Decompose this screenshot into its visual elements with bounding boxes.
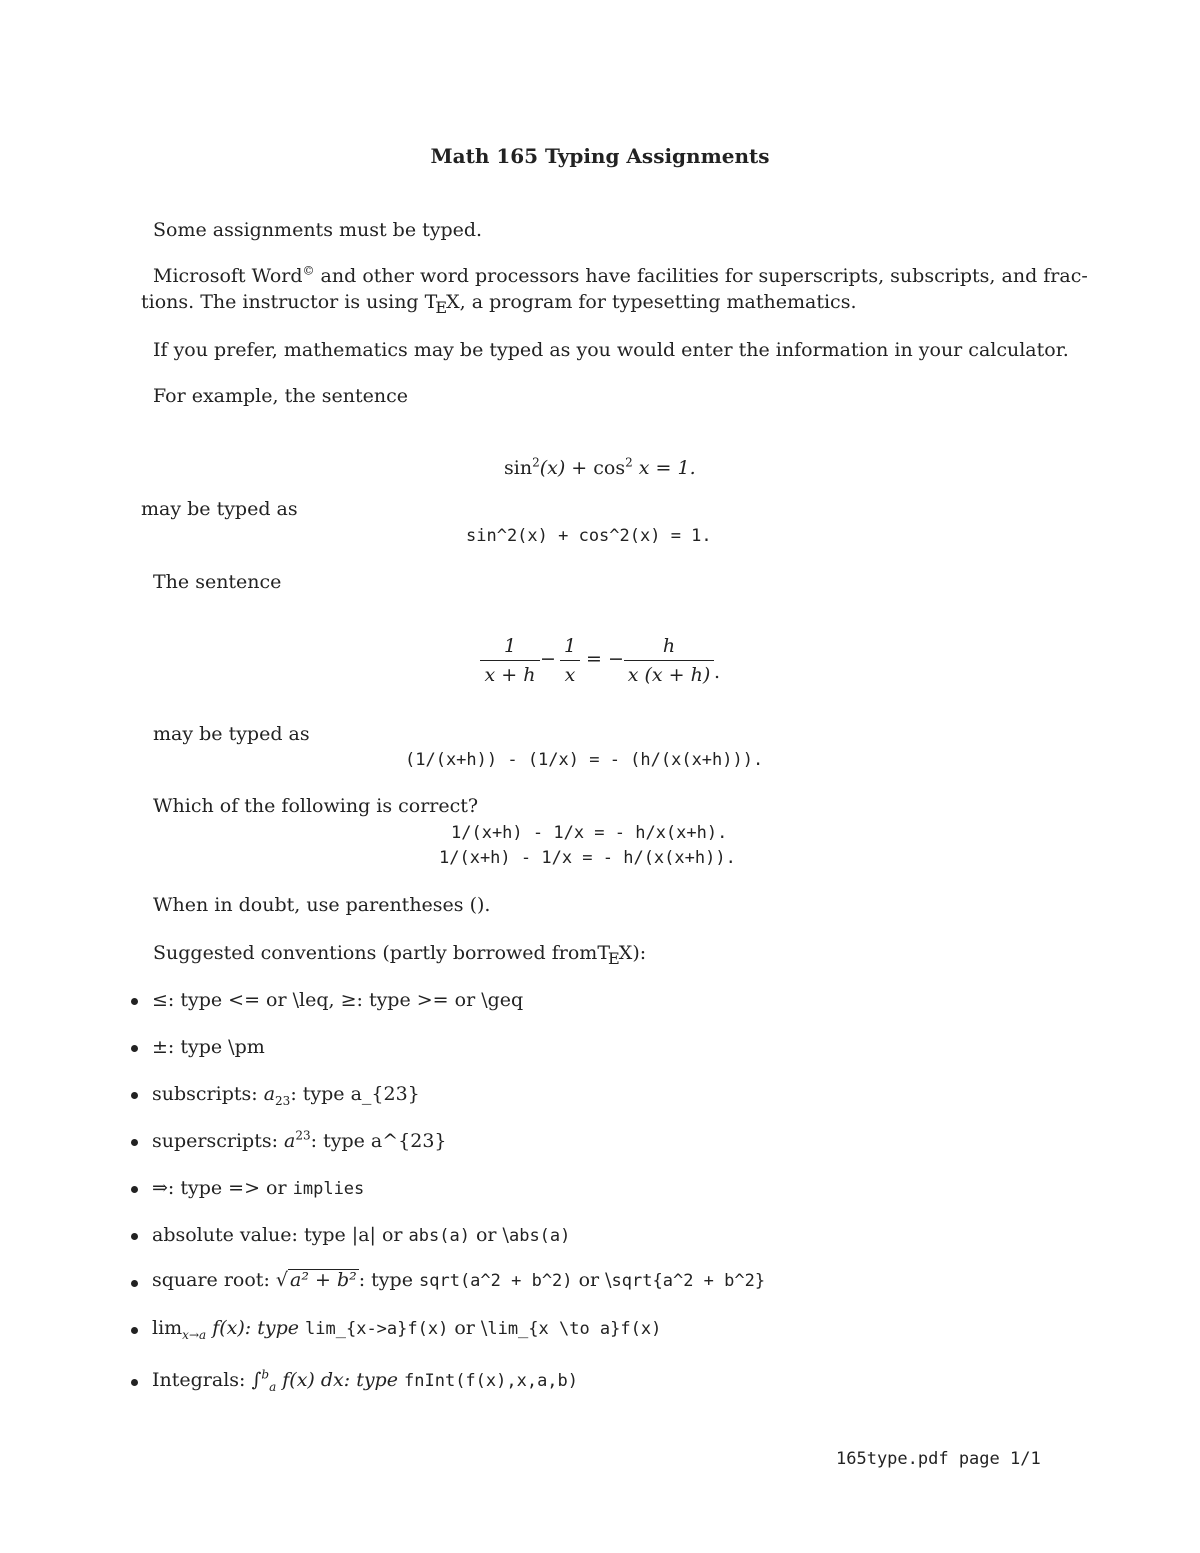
plus-cos: + cos — [565, 457, 626, 479]
paragraph-calculator: If you prefer, mathematics may be typed as you would enter the information in your calculator. — [153, 339, 1069, 361]
bullet-icon — [131, 998, 138, 1005]
sup-2: 2 — [532, 455, 540, 470]
bullet-plus-minus: ±: type \pm — [152, 1036, 265, 1058]
page-title: Math 165 Typing Assignments — [430, 144, 770, 168]
abs-or: or \ — [469, 1224, 509, 1246]
bullet-subscripts — [152, 1082, 420, 1106]
equals-minus: = − — [586, 648, 624, 670]
code-option-1: 1/(x+h) - 1/x = - h/x(x+h). — [451, 823, 728, 843]
code-fraction: (1/(x+h)) - (1/x) = - (h/(x(x+h))). — [405, 750, 764, 770]
sqrt-code-2: sqrt{a^2 + b^2} — [611, 1271, 766, 1291]
lim-instruction: f(x): type — [206, 1317, 306, 1339]
fraction-3-numerator: h — [662, 635, 676, 657]
suggested-start: Suggested conventions (partly borrowed fromT — [153, 942, 610, 964]
may-be-typed-as-2: may be typed as — [153, 723, 310, 745]
bullet-icon — [131, 1379, 138, 1386]
superscripts-label: superscripts: — [152, 1130, 285, 1152]
sin: sin — [504, 457, 533, 479]
fraction-1 — [480, 634, 540, 687]
fraction-2 — [560, 634, 580, 687]
suggested-conventions — [153, 941, 646, 966]
parentheses-tip: When in doubt, use parentheses (). — [153, 894, 491, 916]
radicand: a² + b² — [290, 1269, 357, 1291]
sqrt-label: square root: √ — [152, 1269, 288, 1291]
subscripts-instruction: : type a_{23} — [290, 1083, 420, 1105]
bullet-implies — [152, 1176, 364, 1201]
paragraph-word-processors-line2 — [141, 290, 857, 315]
subscripts-label: subscripts: — [152, 1083, 264, 1105]
fraction-2-denominator: x — [564, 664, 576, 686]
sqrt-code: sqrt(a^2 + b^2) — [419, 1271, 573, 1291]
bullet-absolute-value — [152, 1223, 570, 1248]
sqrt-type: : type — [358, 1269, 419, 1291]
integral-code: fnInt(f(x),x,a,b) — [404, 1371, 579, 1391]
implies-label: ⇒: type => or — [152, 1177, 293, 1199]
question-which: Which of the following is correct? — [153, 795, 479, 817]
sup-23: 23 — [295, 1128, 311, 1143]
math-a: a — [263, 1083, 276, 1105]
equation-trig-identity — [504, 456, 696, 480]
bullet-icon — [131, 1280, 138, 1287]
fraction-3 — [624, 634, 714, 687]
fraction-1-numerator: 1 — [503, 635, 517, 657]
bullet-icon — [131, 1045, 138, 1052]
integral-instruction: f(x) dx: type — [276, 1369, 405, 1391]
page-footer: 165type.pdf page 1/1 — [836, 1449, 1041, 1469]
lim-label: lim — [152, 1317, 183, 1339]
minus-sign: − — [540, 648, 556, 670]
abs-code-2: abs(a) — [508, 1226, 571, 1246]
code-trig-identity: sin^2(x) + cos^2(x) = 1. — [466, 526, 712, 546]
integral-lower: a — [269, 1379, 277, 1394]
lim-or: or \ — [448, 1317, 488, 1339]
line2-start: tions. The instructor is using T — [141, 291, 438, 313]
lim-code: lim_{x->a}f(x) — [305, 1319, 449, 1339]
bullet-icon — [131, 1186, 138, 1193]
bullet-inequalities: ≤: type <= or \leq, ≥: type >= or \geq — [152, 989, 524, 1011]
sub-23: 23 — [275, 1093, 291, 1108]
implies-code: implies — [292, 1179, 365, 1199]
line2-rest: X, a program for typesetting mathematics. — [446, 291, 857, 313]
paragraph-word-processors — [153, 264, 1088, 288]
fraction-3-denominator: x (x + h) — [627, 664, 711, 686]
lim-code-2: lim_{x \to a}f(x) — [487, 1319, 662, 1339]
equation-period: . — [714, 661, 721, 683]
integral-label: Integrals: ∫ — [152, 1369, 262, 1391]
fraction-2-numerator: 1 — [563, 635, 577, 657]
tex-logo-e-2: E — [608, 949, 620, 968]
lim-subscript: x→a — [182, 1327, 207, 1342]
suggested-end: X): — [618, 942, 647, 964]
bullet-icon — [131, 1092, 138, 1099]
bullet-icon — [131, 1327, 138, 1334]
math-a: a — [284, 1130, 296, 1152]
fraction-1-denominator: x + h — [484, 664, 536, 686]
integral-upper: b — [261, 1367, 270, 1382]
line1-rest: and other word processors have facilities for superscripts, subscripts, and frac- — [314, 265, 1088, 287]
abs-code: abs(a) — [408, 1226, 470, 1246]
sqrt-or: or \ — [572, 1269, 612, 1291]
sup-2b: 2 — [625, 455, 633, 470]
bullet-square-root — [152, 1268, 765, 1293]
bullet-integrals — [152, 1368, 578, 1393]
word-label: Microsoft Word — [153, 265, 303, 287]
superscripts-instruction: : type a^{23} — [310, 1130, 447, 1152]
may-be-typed-as-1: may be typed as — [141, 498, 298, 520]
abs-label: absolute value: type |a| or — [152, 1224, 409, 1246]
arg-x: (x) — [539, 457, 566, 479]
bullet-icon — [131, 1139, 138, 1146]
bullet-superscripts — [152, 1129, 447, 1153]
bullet-icon — [131, 1233, 138, 1240]
paragraph-typed: Some assignments must be typed. — [153, 219, 483, 241]
bullet-limit — [152, 1316, 661, 1341]
copyright-symbol: © — [302, 263, 315, 278]
paragraph-example: For example, the sentence — [153, 385, 408, 407]
code-option-2: 1/(x+h) - 1/x = - h/(x(x+h)). — [439, 848, 736, 868]
rest: x = 1. — [632, 457, 696, 479]
tex-logo-e: E — [435, 298, 448, 317]
the-sentence: The sentence — [153, 571, 282, 593]
